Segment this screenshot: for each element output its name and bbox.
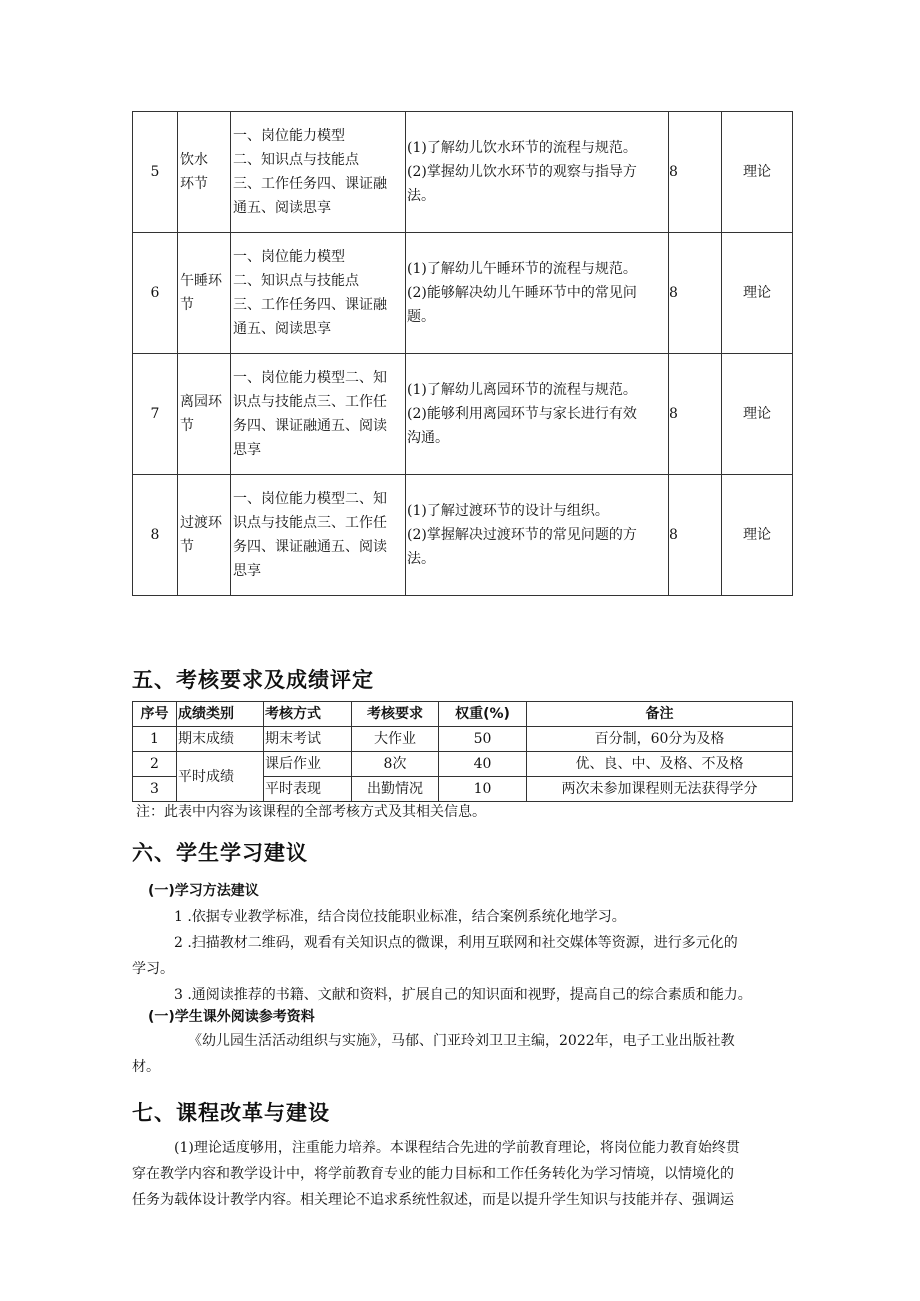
row-weight: 50 — [439, 727, 527, 752]
unit-hours: 8 — [669, 233, 722, 354]
unit-content — [231, 112, 406, 233]
reading-ref-line1: 《幼儿园生活活动组织与实施》，马郁、门亚玲刘卫卫主编，2022年，电子工业出版社教 — [188, 1033, 735, 1049]
unit-name — [178, 354, 231, 475]
row-category: 平时成绩 — [177, 752, 264, 802]
unit-content-line: 通五、阅读思享 — [233, 321, 331, 337]
unit-content-line: 一、岗位能力模型二、知 — [233, 491, 387, 507]
header-num: 序号 — [133, 702, 177, 727]
unit-table — [132, 111, 793, 596]
unit-name — [178, 112, 231, 233]
unit-objectives-line: (2)能够利用离园环节与家长进行有效 — [407, 406, 637, 422]
unit-objectives-line: (1)了解过渡环节的设计与组织。 — [407, 503, 609, 519]
unit-number: 6 — [133, 233, 178, 354]
unit-name-line: 节 — [180, 418, 194, 434]
row-note: 优、良、中、及格、不及格 — [527, 752, 793, 777]
study-item-1: 1 .依据专业教学标准，结合岗位技能职业标准，结合案例系统化地学习。 — [174, 909, 626, 925]
study-item-2-line2: 学习。 — [132, 961, 174, 977]
row-method: 平时表现 — [264, 777, 352, 802]
unit-content-line: 识点与技能点三、工作任 — [233, 515, 387, 531]
unit-content — [231, 354, 406, 475]
table-row — [133, 475, 793, 596]
unit-content-line: 务四、课证融通五、阅读 — [233, 418, 387, 434]
reform-line1: (1)理论适度够用，注重能力培养。本课程结合先进的学前教育理论，将岗位能力教育始终贯 — [174, 1140, 740, 1156]
unit-objectives-line: 题。 — [407, 309, 435, 325]
unit-name — [178, 233, 231, 354]
unit-type: 理论 — [722, 475, 793, 596]
unit-content-line: 三、工作任务四、课证融 — [233, 176, 387, 192]
assessment-header-row — [133, 702, 793, 727]
unit-content-line: 一、岗位能力模型 — [233, 249, 345, 265]
unit-number: 7 — [133, 354, 178, 475]
unit-objectives — [406, 475, 669, 596]
unit-objectives-line: 沟通。 — [407, 430, 449, 446]
unit-content-line: 务四、课证融通五、阅读 — [233, 539, 387, 555]
unit-table-body — [133, 112, 793, 596]
table-row — [133, 112, 793, 233]
unit-hours: 8 — [669, 112, 722, 233]
study-method-heading: (一)学习方法建议 — [148, 883, 259, 899]
unit-name-line: 午睡环 — [180, 273, 222, 289]
section6-title: 六、学生学习建议 — [132, 841, 308, 865]
unit-type: 理论 — [722, 112, 793, 233]
unit-name-line: 环节 — [180, 176, 208, 192]
row-num: 3 — [133, 777, 177, 802]
unit-content-line: 三、工作任务四、课证融 — [233, 297, 387, 313]
unit-name-line: 节 — [180, 297, 194, 313]
unit-name-line: 离园环 — [180, 394, 222, 410]
row-num: 1 — [133, 727, 177, 752]
row-requirement: 出勤情况 — [352, 777, 439, 802]
row-method: 课后作业 — [264, 752, 352, 777]
unit-objectives — [406, 112, 669, 233]
table-row — [133, 727, 793, 752]
row-category: 期末成绩 — [177, 727, 264, 752]
unit-hours: 8 — [669, 475, 722, 596]
unit-name-line: 饮水 — [180, 152, 208, 168]
unit-objectives-line: 法。 — [407, 551, 435, 567]
unit-content — [231, 475, 406, 596]
header-note: 备注 — [527, 702, 793, 727]
unit-objectives — [406, 233, 669, 354]
unit-content-line: 一、岗位能力模型二、知 — [233, 370, 387, 386]
unit-content-line: 二、知识点与技能点 — [233, 152, 359, 168]
unit-number: 5 — [133, 112, 178, 233]
unit-content-line: 通五、阅读思享 — [233, 200, 331, 216]
unit-objectives-line: (1)了解幼儿离园环节的流程与规范。 — [407, 382, 637, 398]
row-note: 百分制，60分为及格 — [527, 727, 793, 752]
section7-title: 七、课程改革与建设 — [132, 1101, 330, 1125]
header-weight: 权重(%) — [439, 702, 527, 727]
header-method: 考核方式 — [264, 702, 352, 727]
header-category: 成绩类别 — [177, 702, 264, 727]
unit-name-line: 节 — [180, 539, 194, 555]
row-method: 期末考试 — [264, 727, 352, 752]
table-footnote: 注：此表中内容为该课程的全部考核方式及其相关信息。 — [136, 804, 486, 820]
unit-objectives — [406, 354, 669, 475]
unit-name — [178, 475, 231, 596]
unit-objectives-line: (1)了解幼儿午睡环节的流程与规范。 — [407, 261, 637, 277]
assessment-table — [132, 701, 793, 802]
unit-content-line: 思享 — [233, 563, 261, 579]
unit-objectives-line: (1)了解幼儿饮水环节的流程与规范。 — [407, 140, 637, 156]
section5-title: 五、考核要求及成绩评定 — [132, 668, 374, 692]
row-requirement: 大作业 — [352, 727, 439, 752]
table-row — [133, 354, 793, 475]
unit-number: 8 — [133, 475, 178, 596]
study-item-3: 3 .通阅读推荐的书籍、文献和资料，扩展自己的知识面和视野，提高自己的综合素质和能力。 — [174, 987, 752, 1003]
table-row — [133, 752, 793, 777]
unit-content-line: 一、岗位能力模型 — [233, 128, 345, 144]
reform-line3: 任务为载体设计教学内容。相关理论不追求系统性叙述，而是以提升学生知识与技能并存、强调运 — [132, 1192, 734, 1208]
row-note: 两次未参加课程则无法获得学分 — [527, 777, 793, 802]
row-weight: 10 — [439, 777, 527, 802]
unit-name-line: 过渡环 — [180, 515, 222, 531]
unit-type: 理论 — [722, 354, 793, 475]
row-requirement: 8次 — [352, 752, 439, 777]
reading-heading: (一)学生课外阅读参考资料 — [148, 1009, 315, 1025]
unit-content-line: 二、知识点与技能点 — [233, 273, 359, 289]
unit-objectives-line: (2)掌握解决过渡环节的常见问题的方 — [407, 527, 637, 543]
study-item-2-line1: 2 .扫描教材二维码，观看有关知识点的微课，利用互联网和社交媒体等资源，进行多元化的 — [174, 935, 738, 951]
unit-objectives-line: (2)能够解决幼儿午睡环节中的常见问 — [407, 285, 637, 301]
unit-content-line: 思享 — [233, 442, 261, 458]
row-num: 2 — [133, 752, 177, 777]
unit-objectives-line: (2)掌握幼儿饮水环节的观察与指导方 — [407, 164, 637, 180]
unit-objectives-line: 法。 — [407, 188, 435, 204]
reading-ref-line2: 材。 — [132, 1059, 160, 1075]
table-row — [133, 233, 793, 354]
unit-type: 理论 — [722, 233, 793, 354]
unit-content-line: 识点与技能点三、工作任 — [233, 394, 387, 410]
reform-line2: 穿在教学内容和教学设计中，将学前教育专业的能力目标和工作任务转化为学习情境，以情境化的 — [132, 1166, 734, 1182]
unit-content — [231, 233, 406, 354]
row-weight: 40 — [439, 752, 527, 777]
unit-hours: 8 — [669, 354, 722, 475]
header-requirement: 考核要求 — [352, 702, 439, 727]
